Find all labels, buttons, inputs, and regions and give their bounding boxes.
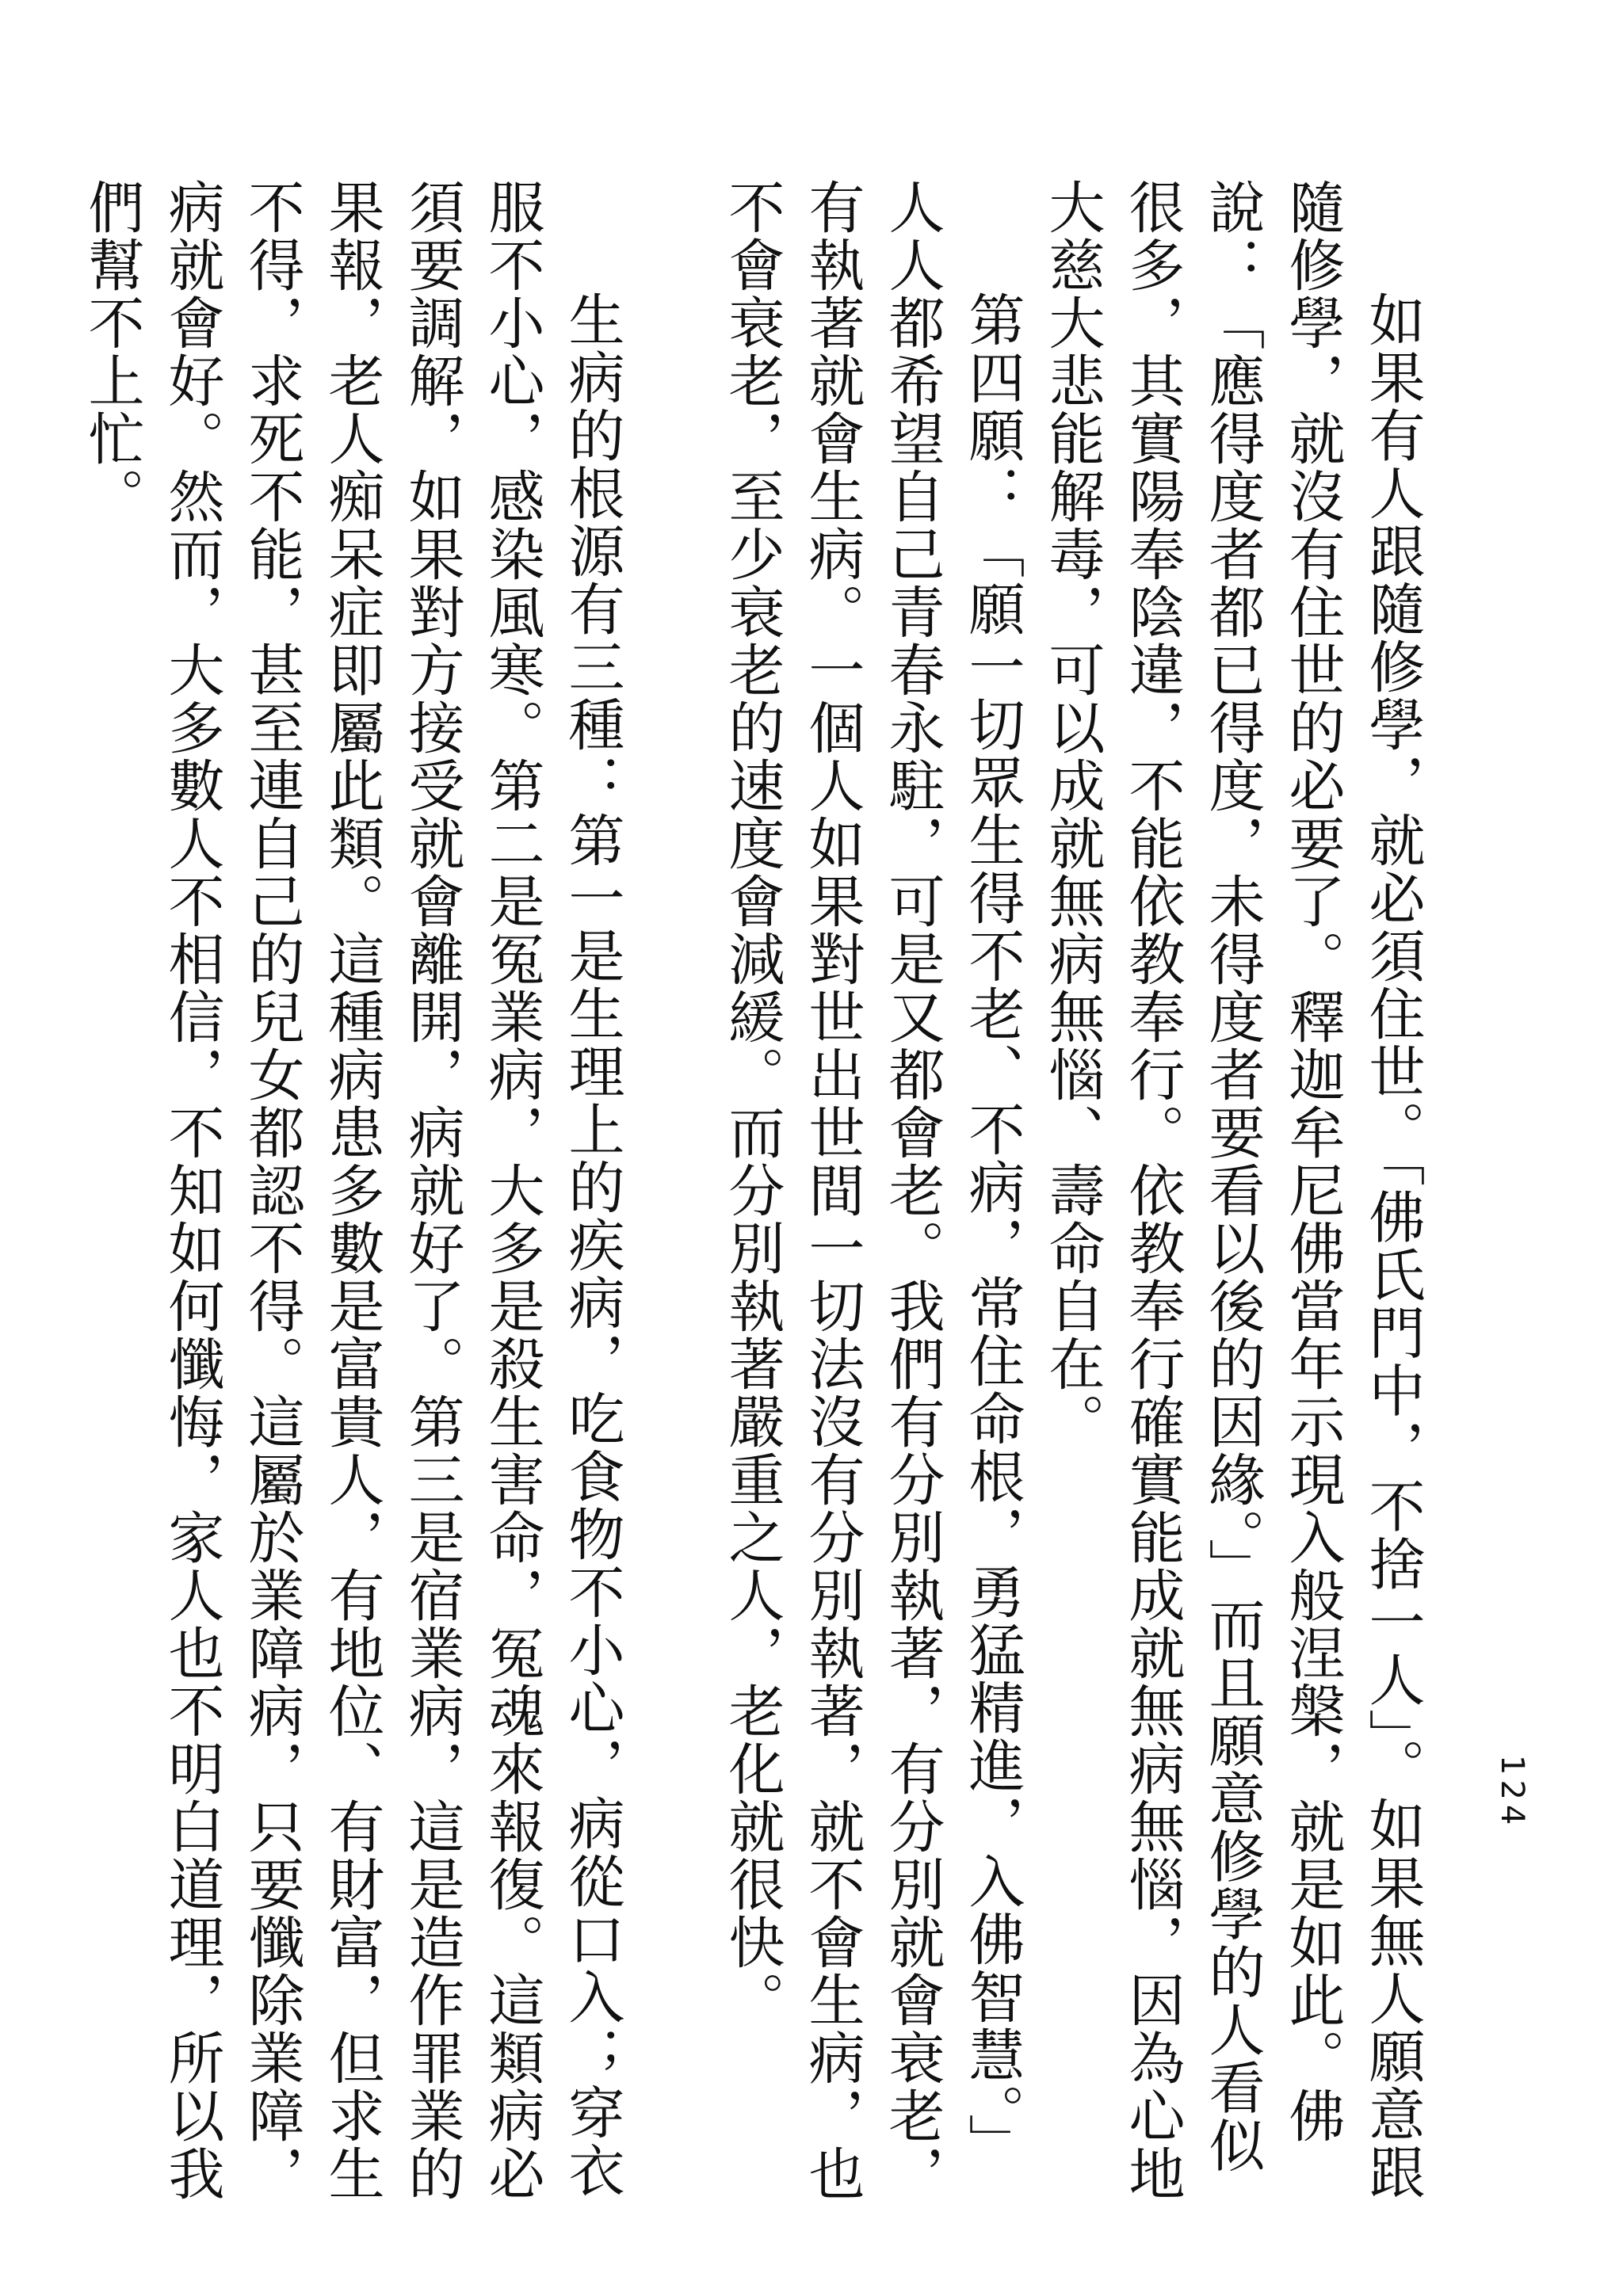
paragraph-2: 第四願：「願一切眾生得不老、不病，常住命根，勇猛精進，入佛智慧。」人人都希望自己青春永駐，可是又都會老。我們有分別執著，有分別就會衰老，有執著就會生病。一個人如果對世出世間一切法沒有分別執著，就不會生病，也不會衰老，至少衰老的速度會減緩。而分別執著嚴重之人，老化就很快。: [720, 178, 1025, 2203]
paragraph-1: 如果有人跟隨修學，就必須住世。「佛氏門中，不捨一人」。如果無人願意跟隨修學，就沒有住世的必要了。釋迦牟尼佛當年示現入般涅槃，就是如此。佛說：「應得度者都已得度，未得度者要看以後的因緣。」而且願意修學的人看似很多，其實陽奉陰違，不能依教奉行。依教奉行確實能成就無病無惱，因為心地大慈大悲能解毒，可以成就無病無惱、壽命自在。: [1040, 178, 1426, 2203]
page-number: 124: [1494, 1755, 1530, 1830]
body-text: [0, 178, 1433, 2222]
paragraph-3: 生病的根源有三種：第一是生理上的疾病，吃食物不小心，病從口入；穿衣服不小心，感染風寒。第二是冤業病，大多是殺生害命，冤魂來報復。這類病必須要調解，如果對方接受就會離開，病就好了。第三是宿業病，這是造作罪業的果報，老人痴呆症即屬此類。這種病患多數是富貴人，有地位、有財富，但求生不得，求死不能，甚至連自己的兒女都認不得。這屬於業障病，只要懺除業障，病就會好。然而，大多數人不相信，不知如何懺悔，家人也不明白道理，所以我們幫不上忙。: [79, 178, 625, 2203]
